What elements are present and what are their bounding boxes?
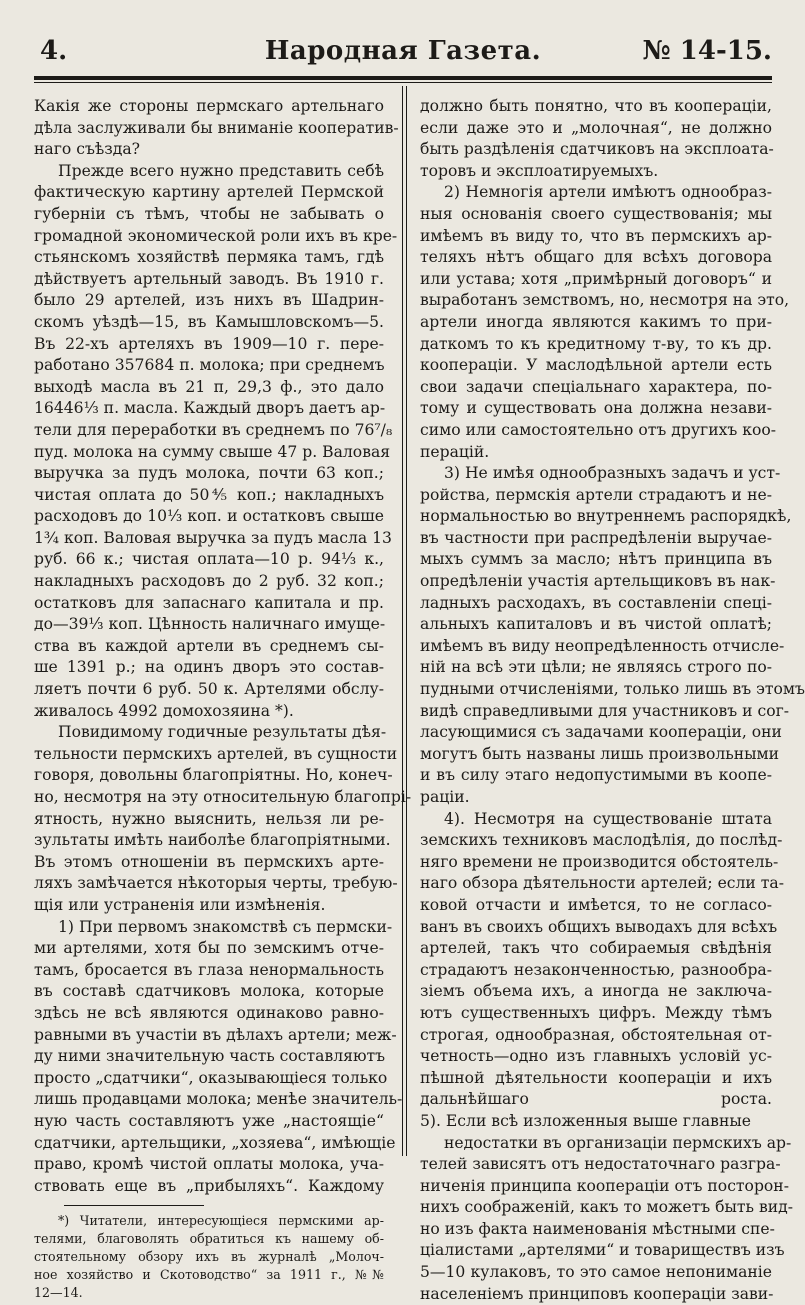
text-line: щія или устраненія или измѣненія. [34,895,326,914]
text-line: ныя основанія своего существованія; мы [420,204,772,223]
text-line: ройства, пермскія артели страдаютъ и не- [420,485,772,504]
text-line: имѣемъ въ виду то, что въ пермскихъ ар- [420,226,772,245]
column-divider [402,86,407,1156]
text-line: Какія же стороны пермскаго артельнаго [34,97,384,115]
text-line: ду ними значительную часть составляютъ [34,1047,386,1066]
text-line: тому и существовать она должна незави- [420,399,772,418]
text-line: страдаютъ незаконченностью, разнообра- [420,960,772,979]
text-line: 5—10 кулаковъ, то это самое непониманіе [420,1263,772,1282]
text-line: ше 1391 р.; на одинъ дворъ это состав- [34,658,384,677]
text-line: опредѣленіи участія артельщиковъ въ нак- [420,572,776,591]
text-line: стьянскомъ хозяйствѣ пермяка тамъ, гдѣ [34,248,384,267]
text-line: зіемъ объема ихъ, а иногда не заключа- [420,982,772,1001]
text-line: Въ этомъ отношеніи въ пермскихъ арте- [34,852,384,871]
text-line: тельности пермскихъ артелей, въ сущности [34,744,398,763]
text-line: пудными отчисленіями, только лишь въ этомъ [420,680,805,699]
footnote [34,1212,384,1302]
footnote-line: *) Читатели, интересующіеся пермскими ар- [58,1213,384,1229]
text-line: ства въ каждой артели въ среднемъ сы- [34,636,384,655]
text-line: сдатчики, артельщики, „хозяева“, имѣющіе [34,1133,396,1152]
text-line: артели иногда являются какимъ то при- [420,312,772,331]
text-line: ми артелями, хотя бы по земскимъ отче- [34,939,384,958]
text-line: 1) При первомъ знакомствѣ съ пермски- [58,917,393,936]
text-line: въ составѣ сдатчиковъ молока, которые [34,982,384,1001]
footnote-line: телями, благоволять обратиться къ нашему об- [34,1231,384,1247]
header-rule-thick [34,76,772,80]
header-rule-thin [34,82,772,83]
text-line: имѣемъ въ виду неопредѣленность отчисле- [420,636,785,655]
text-line: няго времени не производится обстоятель- [420,852,779,871]
text-line: четность—одно изъ главныхъ условій ус- [420,1047,772,1066]
text-line: наго съѣзда? [34,140,141,159]
text-line: живалось 4992 домохозяина *). [34,701,294,720]
left-column [34,96,412,1301]
text-line: если даже это и „молочная“, не должно [420,118,772,137]
text-line: даткомъ то къ кредитному т-ву, то къ др. [420,334,772,353]
text-line: ютъ существенныхъ цифръ. Между тѣмъ [420,1003,772,1022]
text-line: перацій. [420,442,490,461]
text-line: земскихъ техниковъ маслодѣлія, до послѣд- [420,831,783,850]
text-line: 5). Если всѣ изложенныя выше главные [420,1111,751,1130]
text-line: дѣла заслуживали бы вниманіе кооператив- [34,118,399,137]
text-line: фактическую картину артелей Пермской [34,183,384,202]
text-line: свои задачи спеціальнаго характера, по- [420,377,772,396]
text-line: накладныхъ расходовъ до 2 руб. 32 коп.; [34,572,384,591]
text-line: ванъ въ своихъ общихъ выводахъ для всѣхъ [420,917,778,936]
text-line: или устава; хотя „примѣрный договоръ“ и [420,269,772,288]
text-line: ную часть составляютъ уже „настоящіе“ [34,1111,384,1130]
text-line: нормальностью во внутреннемъ распорядкѣ, [420,507,792,526]
text-line: наго обзора дѣятельности артелей; если та- [420,874,784,893]
text-line: тамъ, бросается въ глаза ненормальность [34,960,384,979]
text-line: симо или самостоятельно отъ другихъ коо- [420,420,777,439]
newspaper-title: Народная Газета. [264,36,542,66]
text-line: раціи. [420,788,470,806]
text-line: населеніемъ принциповъ коопераціи зави- [420,1284,774,1303]
text-line: теляхъ нѣтъ общаго для всѣхъ договора [420,248,772,267]
text-line: строгая, однообразная, обстоятельная от- [420,1025,772,1044]
text-line: ляхъ замѣчается нѣкоторыя черты, требую- [34,874,398,893]
text-line: губерніи съ тѣмъ, чтобы не забывать о [34,204,384,223]
text-line: коопераціи. У маслодѣльной артели есть [420,356,772,375]
text-line: но изъ факта наименованія мѣстными спе- [420,1219,775,1238]
text-line: 16446⅓ п. масла. Каждый дворъ даетъ ар- [34,399,386,418]
text-line: тели для переработки въ среднемъ по 76⁷/₈ [34,420,393,439]
issue-number: № 14-15. [642,36,772,66]
text-line: скомъ уѣздѣ—15, въ Камышловскомъ—5. [34,312,384,331]
page-number: 4. [40,36,68,66]
footnote-line: стоятельному обзору ихъ въ журналѣ „Молоч- [34,1249,384,1265]
text-line: мыхъ суммъ за масло; нѣтъ принципа въ [420,550,772,569]
text-line: здѣсь не всѣ являются одинаково равно- [34,1003,384,1022]
text-line: было 29 артелей, изъ нихъ въ Шадрин- [34,291,384,310]
text-line: торовъ и эксплоатируемыхъ. [420,161,659,180]
footnote-rule [64,1205,204,1206]
text-line: руб. 66 к.; чистая оплата—10 р. 94⅓ к., [34,550,384,569]
text-line: просто „сдатчики“, оказывающіеся только [34,1068,388,1087]
text-line: 4). Несмотря на существованіе штата [444,809,772,828]
text-line: зультаты имѣть наиболѣе благопріятными. [34,831,391,850]
footnote-line: ное хозяйство и Скотоводство“ за 1911 г., №№ [34,1267,384,1283]
text-line: Повидимому годичные результаты дѣя- [58,723,387,742]
text-line: нихъ соображеній, какъ то можетъ быть вид- [420,1198,794,1217]
text-line: видѣ справедливыми для участниковъ и сог- [420,701,790,720]
text-line: чистая оплата до 50⅘ коп.; накладныхъ [34,485,384,504]
text-line: ласующимися съ задачами коопераціи, они [420,723,782,742]
text-line: Въ 22-хъ артеляхъ въ 1909—10 г. пере- [34,334,384,353]
text-line: до—39⅓ коп. Цѣнность наличнаго имуще- [34,615,386,634]
text-line: выработанъ земствомъ, но, несмотря на это, [420,291,790,310]
text-line: работано 357684 п. молока; при среднемъ [34,356,385,375]
text-line: право, кромѣ чистой оплаты молока, уча- [34,1155,384,1174]
text-line: могутъ быть названы лишь произвольными [420,744,780,763]
text-line: ниченія принципа коопераціи отъ посторон- [420,1176,789,1195]
text-line: 1¾ коп. Валовая выручка за пудъ масла 13 [34,528,392,547]
text-line: расходовъ до 10⅓ коп. и остатковъ свыше [34,507,384,526]
text-line: въ частности при распредѣленіи выручае- [420,528,772,547]
text-line: пѣшной дѣятельности коопераціи и ихъ [420,1068,772,1087]
text-line: дѣйствуетъ артельный заводъ. Въ 1910 г. [34,269,384,288]
text-line: равными въ участіи въ дѣлахъ артели; меж- [34,1025,397,1044]
text-line: артелей, такъ что собираемыя свѣдѣнія [420,939,772,958]
footnote-line: 12—14. [34,1285,83,1301]
text-line: остатковъ для запаснаго капитала и пр. [34,593,384,612]
text-line: громадной экономической роли ихъ въ кре- [34,226,398,245]
text-line: и въ силу этаго недопустимыми въ коопе- [420,766,772,785]
text-line: ляетъ почти 6 руб. 50 к. Артелями обслу- [34,680,384,699]
right-column [420,96,805,1303]
text-line: телей зависятъ отъ недостаточнаго разгра- [420,1155,781,1174]
text-line: выходѣ масла въ 21 п, 29,3 ф., это дало [34,377,384,396]
text-line: ятность, нужно выяснить, нельзя ли ре- [34,809,384,828]
text-line: ладныхъ расходахъ, въ составленіи спеці- [420,593,772,612]
text-line: но, несмотря на эту относительную благопрі- [34,788,412,806]
page-header [34,34,772,74]
text-line: должно быть понятно, что въ коопераціи, [420,97,772,115]
text-line: пуд. молока на сумму свыше 47 р. Валовая [34,442,391,461]
text-line: быть раздѣленія сдатчиковъ на эксплоата- [420,140,774,159]
text-line: альныхъ капиталовъ и въ чистой оплатѣ; [420,615,772,634]
text-line: выручка за пудъ молока, почти 63 коп.; [34,464,384,483]
text-line: 3) Не имѣя однообразныхъ задачъ и уст- [444,464,781,483]
text-line: ціалистами „артелями“ и товариществъ изъ [420,1241,785,1260]
text-line: 2) Немногія артели имѣютъ однообраз- [444,183,772,202]
text-line: ковой отчасти и имѣется, то не согласо- [420,895,772,914]
text-line: лишь продавцами молока; менѣе значитель- [34,1090,403,1109]
text-line: ній на всѣ эти цѣли; не являясь строго по- [420,658,772,677]
text-line: недостатки въ организаціи пермскихъ ар- [444,1133,792,1152]
text-line: ствовать еще въ „прибыляхъ“. Каждому [34,1176,384,1195]
text-line: Прежде всего нужно представить себѣ [58,161,384,180]
text-line: дальнѣйшаго роста. [420,1090,772,1109]
text-line: говоря, довольны благопріятны. Но, конеч- [34,766,393,785]
